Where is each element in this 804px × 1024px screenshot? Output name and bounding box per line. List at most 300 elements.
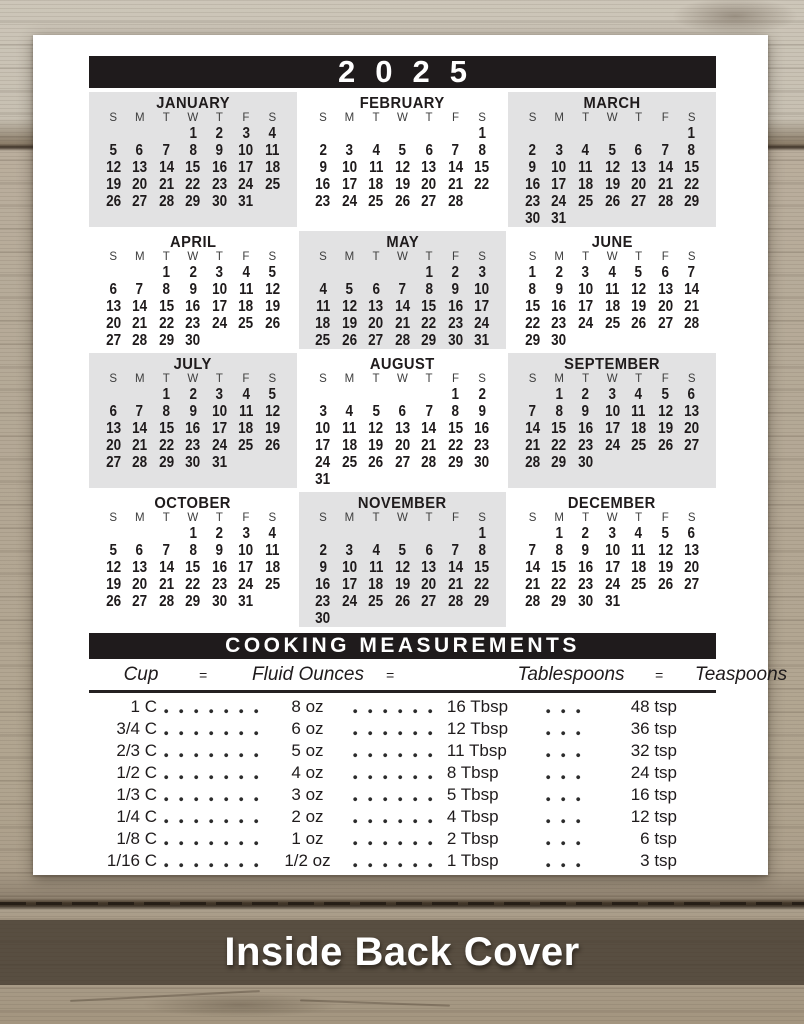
day-number: 25 (264, 576, 280, 593)
day-number: 8 (555, 403, 563, 420)
day-number: 24 (341, 593, 357, 610)
day-number: 29 (185, 193, 201, 210)
day-cell (519, 210, 546, 227)
day-cell (180, 159, 207, 176)
day-number: 9 (319, 159, 327, 176)
weekday-letter: S (319, 512, 327, 524)
day-number: 14 (448, 159, 464, 176)
day-cell (180, 281, 207, 298)
day-number: 20 (631, 176, 647, 193)
day-cell (310, 593, 337, 610)
day-cell (206, 142, 233, 159)
day-number: 25 (368, 593, 384, 610)
dot-leader (353, 863, 439, 868)
weekday-letter: F (661, 512, 669, 524)
day-cell (127, 281, 154, 298)
day-number: 8 (528, 281, 537, 298)
day-cell (259, 525, 286, 542)
day-number: 15 (185, 559, 201, 576)
day-cell (233, 420, 260, 437)
weekday-row (519, 112, 705, 125)
day-cell (519, 420, 546, 437)
month-title (100, 234, 286, 251)
day-cell (363, 454, 390, 471)
day-number: 27 (394, 454, 410, 471)
tablespoons-value: 11 Tbsp (446, 741, 507, 760)
day-cell (233, 525, 260, 542)
wood-scratch (300, 999, 450, 1006)
calendar-card (33, 35, 788, 875)
day-cell (127, 525, 154, 542)
day-number: 4 (268, 525, 277, 542)
day-cell (100, 576, 127, 593)
year-title: 2025 (338, 54, 487, 89)
day-cell (442, 525, 469, 542)
day-number: 26 (657, 576, 673, 593)
day-cell (363, 525, 390, 542)
weekday-letter: T (635, 512, 643, 524)
day-number: 26 (264, 315, 280, 332)
day-cell (180, 315, 207, 332)
day-number: 30 (448, 332, 464, 349)
day-cell (100, 332, 127, 349)
day-cell (572, 332, 599, 349)
day-number: 21 (525, 576, 541, 593)
day-number: 12 (394, 159, 410, 176)
day-number: 3 (345, 542, 354, 559)
day-cell (153, 176, 180, 193)
day-cell (416, 264, 443, 281)
weekday-letter: T (582, 251, 590, 263)
measurement-row (89, 850, 716, 872)
measurement-row (89, 806, 716, 828)
day-number: 1 (687, 125, 696, 142)
cup-value: 2/3 C (116, 741, 157, 760)
day-cell (206, 454, 233, 471)
day-number: 23 (211, 576, 227, 593)
weekday-letter: M (554, 512, 564, 524)
dot-leader (353, 709, 439, 714)
day-cell (442, 159, 469, 176)
day-number: 10 (238, 542, 254, 559)
day-cell (416, 542, 443, 559)
day-cell (336, 471, 363, 488)
day-cell (519, 525, 546, 542)
day-number: 4 (372, 142, 380, 159)
day-number: 23 (211, 176, 227, 193)
day-number: 31 (211, 454, 227, 471)
day-number: 1 (478, 125, 486, 142)
day-number: 5 (268, 264, 277, 281)
day-number: 18 (368, 576, 384, 593)
day-number: 8 (451, 403, 460, 420)
day-cell (469, 403, 496, 420)
day-number: 12 (341, 298, 357, 315)
weekday-letter: W (397, 251, 408, 263)
day-cell (546, 210, 573, 227)
day-number: 24 (238, 176, 254, 193)
day-cell (206, 125, 233, 142)
day-cell (100, 193, 127, 210)
day-cell (127, 437, 154, 454)
day-cell (546, 176, 573, 193)
day-number: 28 (158, 193, 174, 210)
month-title (310, 234, 496, 251)
day-number: 14 (421, 420, 437, 437)
day-number: 27 (684, 576, 700, 593)
day-number: 14 (394, 298, 410, 315)
day-number: 20 (684, 420, 700, 437)
day-number: 22 (474, 576, 490, 593)
day-cell (572, 576, 599, 593)
weekday-letter: W (606, 251, 618, 263)
day-cell (572, 298, 599, 315)
day-cell (153, 437, 180, 454)
day-number: 5 (634, 264, 643, 281)
day-number: 10 (578, 281, 594, 298)
day-cell (442, 176, 469, 193)
weekday-letter: T (215, 512, 223, 524)
day-cell (389, 471, 416, 488)
day-cell (363, 315, 390, 332)
day-cell (678, 420, 705, 437)
day-cell (259, 125, 286, 142)
day-cell (625, 281, 652, 298)
weekday-letter: F (661, 373, 669, 385)
day-cell (180, 264, 207, 281)
day-cell (519, 559, 546, 576)
day-cell (519, 315, 546, 332)
day-cell (625, 525, 652, 542)
day-grid (100, 386, 286, 471)
weekday-letter: F (242, 373, 250, 385)
weekday-letter: F (242, 251, 250, 263)
weekday-letter: T (162, 251, 170, 263)
day-cell (100, 403, 127, 420)
day-number: 18 (631, 420, 647, 437)
day-cell (625, 576, 652, 593)
day-number: 14 (158, 559, 174, 576)
weekday-letter: W (187, 512, 199, 524)
day-cell (442, 298, 469, 315)
day-number: 31 (604, 593, 620, 610)
day-cell (389, 559, 416, 576)
day-number: 31 (238, 193, 254, 210)
month-name: JULY (173, 356, 212, 373)
day-cell (310, 437, 337, 454)
day-cell (442, 386, 469, 403)
weekday-letter: T (425, 251, 433, 263)
day-cell (625, 159, 652, 176)
day-number: 15 (551, 559, 567, 576)
day-cell (310, 125, 337, 142)
day-cell (572, 420, 599, 437)
day-number: 6 (398, 403, 407, 420)
day-number: 5 (608, 142, 616, 159)
day-cell (625, 176, 652, 193)
day-number: 28 (132, 454, 148, 471)
day-number: 13 (132, 159, 148, 176)
day-number: 29 (185, 593, 201, 610)
day-cell (100, 125, 127, 142)
day-number: 25 (578, 193, 594, 210)
day-cell (127, 193, 154, 210)
day-cell (389, 610, 416, 627)
day-cell (652, 559, 679, 576)
day-number: 18 (341, 437, 357, 454)
day-number: 2 (528, 142, 537, 159)
month-title (519, 234, 705, 251)
day-cell (678, 593, 705, 610)
day-cell (572, 281, 599, 298)
tablespoons-value: 5 Tbsp (446, 785, 499, 804)
month-title (519, 495, 705, 512)
day-grid (100, 525, 286, 610)
day-cell (310, 332, 337, 349)
day-number: 2 (581, 386, 590, 403)
day-cell (442, 125, 469, 142)
day-number: 4 (372, 542, 380, 559)
day-number: 6 (661, 264, 669, 281)
weekday-row (310, 112, 496, 125)
day-number: 15 (158, 298, 174, 315)
day-cell (442, 315, 469, 332)
day-number: 10 (604, 542, 620, 559)
day-cell (519, 298, 546, 315)
day-cell (416, 159, 443, 176)
day-cell (127, 332, 154, 349)
day-cell (546, 281, 573, 298)
day-cell (442, 593, 469, 610)
weekday-letter: T (582, 112, 590, 124)
weekday-row (310, 512, 496, 525)
day-cell (363, 176, 390, 193)
day-number: 14 (132, 420, 148, 437)
day-cell (389, 576, 416, 593)
day-number: 25 (631, 437, 647, 454)
day-number: 20 (421, 176, 437, 193)
day-number: 2 (451, 264, 460, 281)
day-cell (546, 437, 573, 454)
day-cell (599, 542, 626, 559)
day-number: 10 (474, 281, 490, 298)
day-number: 17 (578, 298, 594, 315)
header-rule (89, 690, 716, 693)
day-number: 22 (551, 437, 567, 454)
day-number: 30 (211, 193, 227, 210)
day-number: 5 (109, 542, 118, 559)
page-label: Inside Back Cover (224, 930, 580, 974)
day-cell (310, 386, 337, 403)
day-cell (389, 332, 416, 349)
day-number: 7 (661, 142, 669, 159)
day-cell (389, 454, 416, 471)
weekday-letter: S (478, 512, 486, 524)
day-cell (363, 193, 390, 210)
day-number: 17 (341, 176, 357, 193)
weekday-letter: S (268, 373, 277, 385)
day-cell (233, 593, 260, 610)
cup-value: 1/4 C (116, 807, 157, 826)
day-cell (153, 159, 180, 176)
day-number: 7 (162, 142, 171, 159)
day-number: 24 (341, 193, 357, 210)
day-cell (180, 437, 207, 454)
weekday-letter: M (344, 373, 355, 385)
month-january (89, 92, 297, 227)
day-cell (546, 454, 573, 471)
day-cell (310, 471, 337, 488)
day-grid (519, 264, 705, 349)
month-september (508, 353, 716, 488)
day-cell (206, 542, 233, 559)
day-number: 5 (345, 281, 354, 298)
day-cell (127, 576, 154, 593)
day-cell (519, 437, 546, 454)
day-cell (259, 576, 286, 593)
day-cell (363, 542, 390, 559)
weekday-letter: T (215, 112, 223, 124)
day-cell (416, 610, 443, 627)
day-cell (652, 525, 679, 542)
measurement-row (89, 718, 716, 740)
day-number: 27 (368, 332, 384, 349)
day-cell (100, 386, 127, 403)
day-number: 12 (264, 281, 280, 298)
day-cell (336, 386, 363, 403)
day-cell (206, 593, 233, 610)
day-number: 5 (398, 142, 407, 159)
day-number: 1 (555, 386, 563, 403)
weekday-letter: S (268, 512, 277, 524)
day-number: 15 (551, 420, 567, 437)
day-number: 3 (581, 264, 590, 281)
day-number: 9 (319, 559, 327, 576)
month-november (299, 492, 507, 627)
equals-sign: = (198, 667, 208, 683)
day-number: 30 (551, 332, 567, 349)
day-cell (259, 193, 286, 210)
day-number: 16 (578, 559, 594, 576)
day-number: 16 (211, 159, 227, 176)
day-number: 19 (368, 437, 384, 454)
day-cell (652, 437, 679, 454)
equals-sign: = (654, 667, 664, 683)
day-number: 7 (425, 403, 433, 420)
day-number: 7 (162, 542, 171, 559)
day-cell (127, 315, 154, 332)
day-number: 20 (394, 437, 410, 454)
tablespoons-value: 4 Tbsp (446, 807, 499, 826)
day-cell (652, 403, 679, 420)
day-number: 9 (451, 281, 460, 298)
month-february (299, 92, 507, 227)
day-number: 19 (105, 576, 121, 593)
day-number: 23 (474, 437, 490, 454)
day-cell (206, 193, 233, 210)
day-cell (100, 159, 127, 176)
day-cell (233, 332, 260, 349)
day-number: 19 (657, 559, 673, 576)
day-cell (100, 593, 127, 610)
day-number: 2 (319, 142, 327, 159)
day-number: 22 (684, 176, 700, 193)
day-number: 18 (238, 420, 254, 437)
day-number: 8 (162, 403, 171, 420)
weekday-letter: M (554, 373, 564, 385)
day-number: 14 (448, 559, 464, 576)
day-cell (678, 281, 705, 298)
day-cell (625, 142, 652, 159)
day-cell (127, 542, 154, 559)
day-number: 20 (132, 176, 148, 193)
day-number: 28 (448, 193, 464, 210)
day-cell (546, 142, 573, 159)
day-number: 8 (189, 142, 197, 159)
day-cell (469, 315, 496, 332)
day-number: 22 (185, 576, 201, 593)
weekday-letter: T (372, 512, 380, 524)
day-number: 28 (525, 454, 541, 471)
day-cell (572, 525, 599, 542)
weekday-letter: T (215, 251, 223, 263)
day-cell (678, 437, 705, 454)
day-cell (336, 610, 363, 627)
day-number: 26 (105, 193, 121, 210)
day-number: 22 (158, 437, 174, 454)
month-title (519, 95, 705, 112)
day-number: 28 (132, 332, 148, 349)
day-grid (519, 125, 705, 227)
day-cell (546, 593, 573, 610)
day-cell (206, 420, 233, 437)
day-number: 26 (105, 593, 121, 610)
day-cell (180, 298, 207, 315)
day-cell (652, 332, 679, 349)
day-cell (519, 576, 546, 593)
day-number: 11 (631, 403, 646, 420)
day-cell (363, 298, 390, 315)
weekday-row (519, 251, 705, 264)
weekday-letter: T (425, 373, 433, 385)
month-may (299, 231, 507, 349)
day-cell (469, 542, 496, 559)
day-number: 18 (368, 176, 384, 193)
tablespoons-value: 12 Tbsp (446, 719, 509, 738)
day-cell (572, 264, 599, 281)
day-number: 13 (132, 559, 148, 576)
month-december (508, 492, 716, 627)
day-cell (180, 576, 207, 593)
cup-value: 1/8 C (116, 829, 157, 848)
day-number: 8 (162, 281, 171, 298)
day-cell (336, 454, 363, 471)
day-cell (153, 559, 180, 576)
weekday-letter: S (528, 251, 537, 263)
day-cell (625, 264, 652, 281)
day-cell (336, 437, 363, 454)
day-number: 21 (421, 437, 437, 454)
day-number: 30 (315, 610, 331, 627)
weekday-letter: M (554, 251, 564, 263)
day-cell (599, 176, 626, 193)
day-cell (127, 420, 154, 437)
day-cell (336, 593, 363, 610)
day-cell (310, 264, 337, 281)
day-number: 29 (684, 193, 700, 210)
weekday-letter: S (319, 373, 327, 385)
day-cell (652, 125, 679, 142)
